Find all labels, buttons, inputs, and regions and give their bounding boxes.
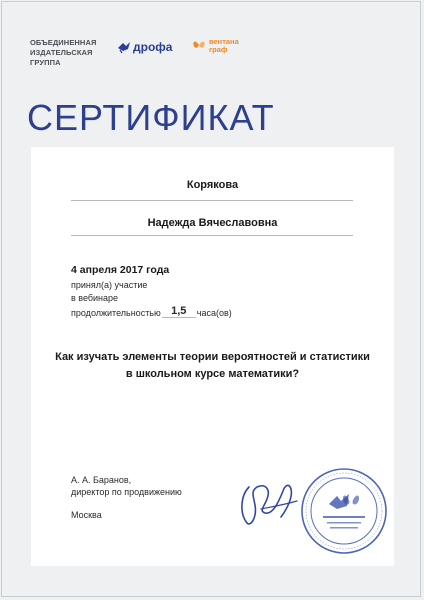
duration-row	[71, 306, 232, 318]
ventana-logo-line2: граф	[209, 45, 228, 54]
city: Москва	[71, 510, 102, 520]
certificate-body	[31, 147, 394, 566]
name-underline	[71, 235, 353, 236]
participated-text: принял(а) участие	[71, 280, 148, 290]
signer-position: директор по продвижению	[71, 487, 182, 497]
ventana-butterfly-icon	[192, 38, 206, 52]
duration-label: продолжительностью	[71, 308, 161, 318]
drofa-logo	[117, 38, 172, 56]
ventana-logo-line1: вентана	[209, 37, 239, 46]
duration-value: 1,5	[162, 306, 196, 318]
recipient-surname: Корякова	[186, 179, 239, 191]
duration-unit: часа(ов)	[196, 308, 232, 318]
event-date: 4 апреля 2017 года	[71, 264, 170, 276]
publisher-group-name: ОБЪЕДИНЕННАЯ ИЗДАТЕЛЬСКАЯ ГРУППА	[30, 38, 97, 67]
certificate-title: СЕРТИФИКАТ	[27, 97, 275, 138]
signer-block	[71, 474, 182, 498]
official-stamp-image	[299, 466, 389, 556]
surname-underline	[71, 200, 353, 201]
ventana-graf-logo	[192, 38, 239, 60]
signer-name: А. А. Баранов,	[71, 475, 132, 485]
drofa-bird-icon	[117, 40, 131, 54]
webinar-topic: Как изучать элементы теории вероятностей и статистики в школьном курсе математики?	[55, 351, 370, 380]
recipient-full-name: Надежда Вячеславовна	[147, 217, 278, 229]
in-webinar-text: в вебинаре	[71, 293, 119, 303]
drofa-logo-text: дрофа	[133, 40, 173, 54]
